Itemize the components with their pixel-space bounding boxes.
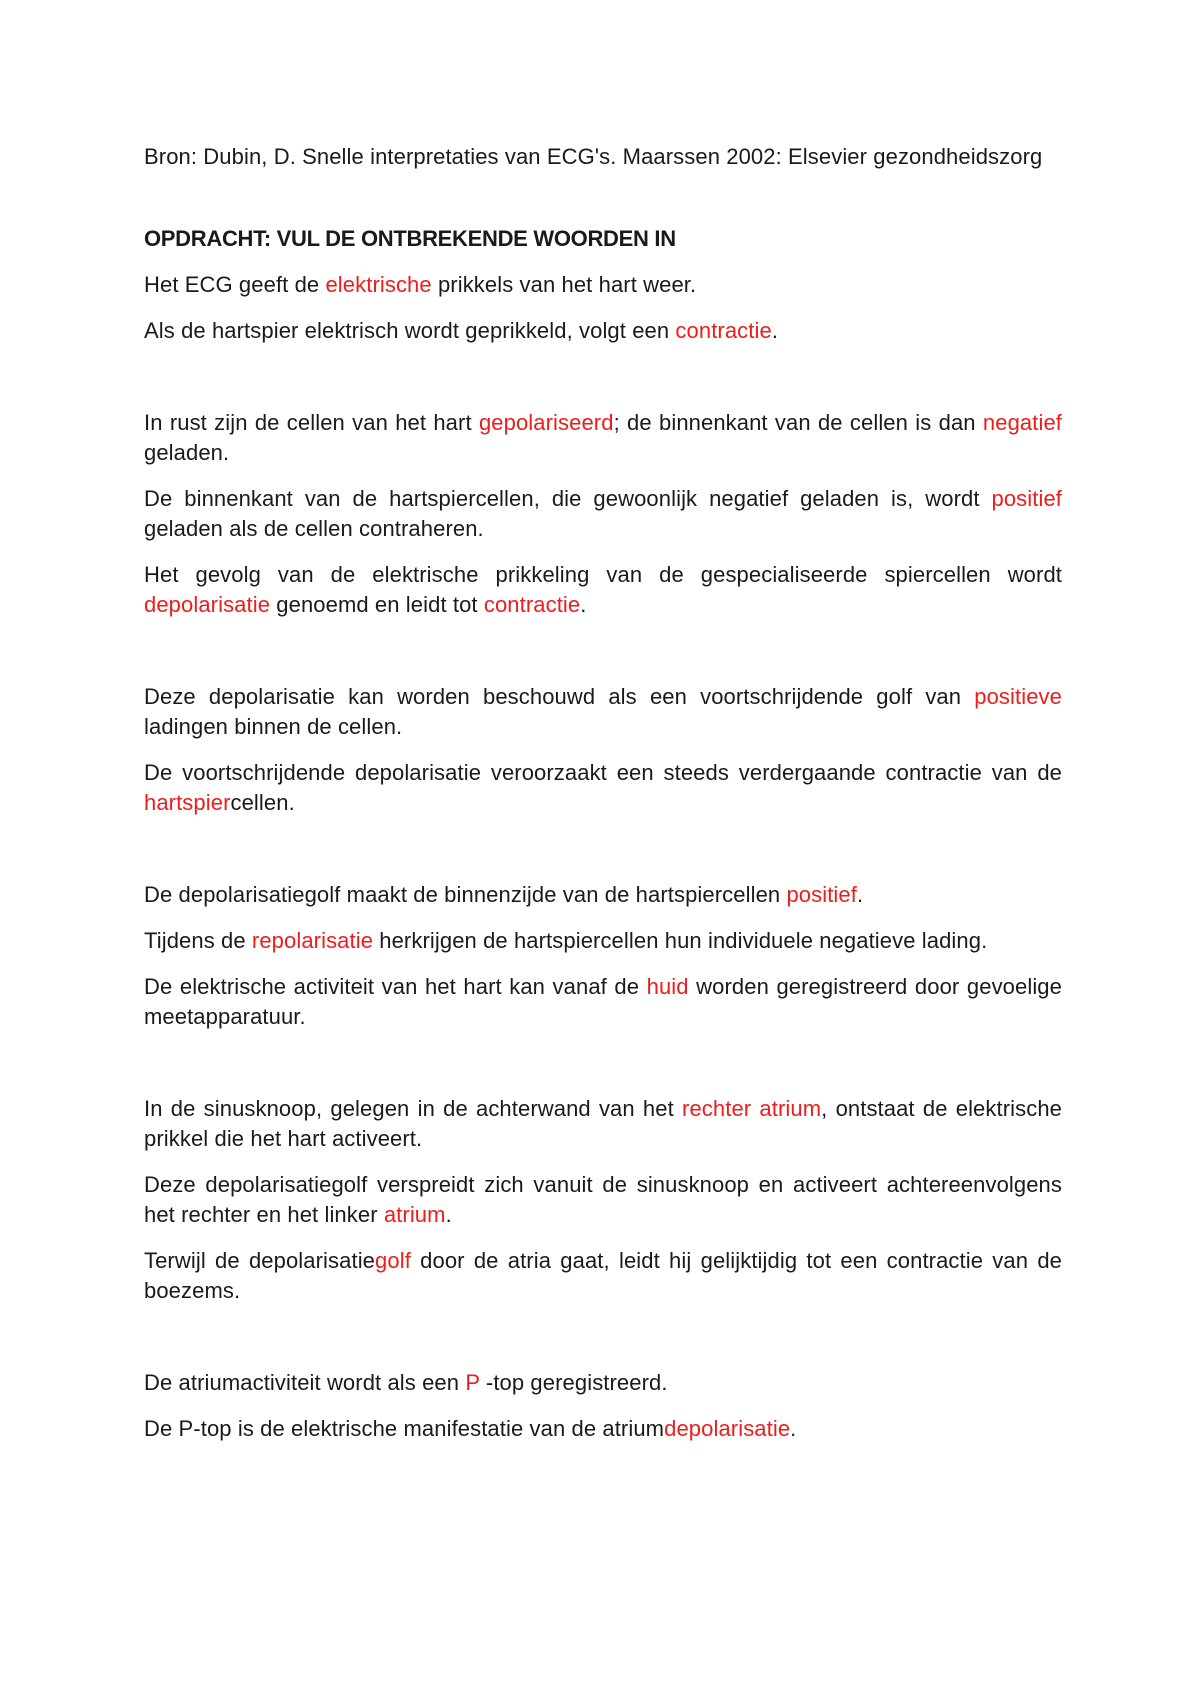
sentence-text: De depolarisatiegolf maakt de binnenzijde van de hartspiercellen: [144, 882, 787, 907]
spacer: [144, 300, 1062, 316]
spacer: [144, 254, 1062, 270]
sentence-text: geladen als de cellen contraheren.: [144, 516, 484, 541]
answer-word: positieve: [974, 684, 1062, 709]
spacer: [144, 544, 1062, 560]
exercise-sentence: [144, 270, 1062, 300]
exercise-sentence: [144, 1246, 1062, 1306]
spacer: [144, 956, 1062, 972]
sentence-text: ladingen binnen de cellen.: [144, 714, 403, 739]
exercise-sentence: [144, 316, 1062, 346]
answer-word: positief: [991, 486, 1062, 511]
exercise-sentence: [144, 484, 1062, 544]
spacer: [144, 742, 1062, 758]
sentence-text: Deze depolarisatiegolf verspreidt zich vanuit de sinusknoop en activeert achtereenvolgens het rechter en het linker: [144, 1172, 1062, 1227]
answer-word: depolarisatie: [144, 592, 271, 617]
exercise-sentence: [144, 408, 1062, 468]
answer-word: depolarisatie: [664, 1416, 791, 1441]
sentence-text: .: [580, 592, 587, 617]
sentence-text: De atriumactiviteit wordt als een: [144, 1370, 466, 1395]
sentence-text: door de atria gaat, leidt hij gelijktijdig tot een contractie van de boezems.: [144, 1248, 1062, 1303]
sentence-text: De elektrische activiteit van het hart kan vanaf de: [144, 974, 647, 999]
sentence-text: In rust zijn de cellen van het hart: [144, 410, 479, 435]
sentence-text: .: [790, 1416, 797, 1441]
sentence-text: .: [771, 318, 779, 343]
exercise-section: [144, 1368, 1062, 1444]
exercise-sentence: [144, 1170, 1062, 1230]
document-page: [144, 142, 1062, 1444]
exercise-sentence: [144, 758, 1062, 818]
answer-word: rechter atrium: [682, 1096, 822, 1121]
sentence-text: .: [856, 882, 864, 907]
answer-word: huid: [646, 974, 689, 999]
exercise-sentence: [144, 926, 1062, 956]
answer-word: atrium: [383, 1202, 446, 1227]
answer-word: P: [465, 1370, 480, 1395]
exercise-sentence: [144, 972, 1062, 1032]
exercise-section: [144, 682, 1062, 818]
spacer: [144, 1154, 1062, 1170]
answer-word: repolarisatie: [251, 928, 374, 953]
exercise-sentence: [144, 1414, 1062, 1444]
answer-word: golf: [375, 1248, 411, 1273]
sentence-text: .: [445, 1202, 452, 1227]
section-spacer: [144, 620, 1062, 682]
section-spacer: [144, 818, 1062, 880]
answer-word: contractie: [675, 318, 772, 343]
source-citation: Bron: Dubin, D. Snelle interpretaties van ECG's. Maarssen 2002: Elsevier gezondheidszorg: [144, 144, 1043, 169]
section-spacer: [144, 1306, 1062, 1368]
sentence-text: De P-top is de elektrische manifestatie van de atrium: [144, 1416, 665, 1441]
exercise-sentence: [144, 682, 1062, 742]
exercise-sentence: [144, 880, 1062, 910]
sentence-text: prikkels van het hart weer.: [431, 272, 697, 297]
section-spacer: [144, 346, 1062, 408]
sentence-text: Tijdens de: [144, 928, 252, 953]
sentence-text: cellen.: [230, 790, 295, 815]
exercise-section: [144, 880, 1062, 1032]
exercise-section: [144, 408, 1062, 620]
sentence-text: Het ECG geeft de: [144, 272, 326, 297]
assignment-heading: OPDRACHT: VUL DE ONTBREKENDE WOORDEN IN: [144, 226, 676, 251]
exercise-section: [144, 1094, 1062, 1306]
answer-word: contractie: [483, 592, 581, 617]
spacer: [144, 172, 1062, 224]
sentence-text: In de sinusknoop, gelegen in de achterwand van het: [144, 1096, 683, 1121]
sentence-text: herkrijgen de hartspiercellen hun individuele negatieve lading.: [373, 928, 988, 953]
spacer: [144, 910, 1062, 926]
exercise-body: [144, 270, 1062, 1444]
sentence-text: Deze depolarisatie kan worden beschouwd als een voortschrijdende golf van: [144, 684, 975, 709]
exercise-section: [144, 270, 1062, 346]
answer-word: hartspier: [144, 790, 231, 815]
answer-word: negatief: [982, 410, 1062, 435]
spacer: [144, 468, 1062, 484]
sentence-text: De binnenkant van de hartspiercellen, die gewoonlijk negatief geladen is, wordt: [144, 486, 992, 511]
spacer: [144, 1398, 1062, 1414]
answer-word: elektrische: [325, 272, 432, 297]
sentence-text: Als de hartspier elektrisch wordt geprikkeld, volgt een: [144, 318, 676, 343]
sentence-text: De voortschrijdende depolarisatie veroorzaakt een steeds verdergaande contractie van de: [144, 760, 1062, 785]
sentence-text: ; de binnenkant van de cellen is dan: [613, 410, 983, 435]
answer-word: positief: [786, 882, 857, 907]
exercise-sentence: [144, 560, 1062, 620]
spacer: [144, 1230, 1062, 1246]
sentence-text: Terwijl de depolarisatie: [144, 1248, 376, 1273]
exercise-sentence: [144, 1368, 1062, 1398]
sentence-text: genoemd en leidt tot: [270, 592, 484, 617]
section-spacer: [144, 1032, 1062, 1094]
sentence-text: Het gevolg van de elektrische prikkeling van de gespecialiseerde spiercellen wordt: [144, 562, 1062, 587]
sentence-text: , ontstaat de elektrische prikkel die het hart activeert.: [144, 1096, 1062, 1151]
sentence-text: worden geregistreerd door gevoelige meetapparatuur.: [144, 974, 1062, 1029]
sentence-text: geladen.: [144, 440, 230, 465]
exercise-sentence: [144, 1094, 1062, 1154]
sentence-text: -top geregistreerd.: [479, 1370, 668, 1395]
answer-word: gepolariseerd: [478, 410, 614, 435]
